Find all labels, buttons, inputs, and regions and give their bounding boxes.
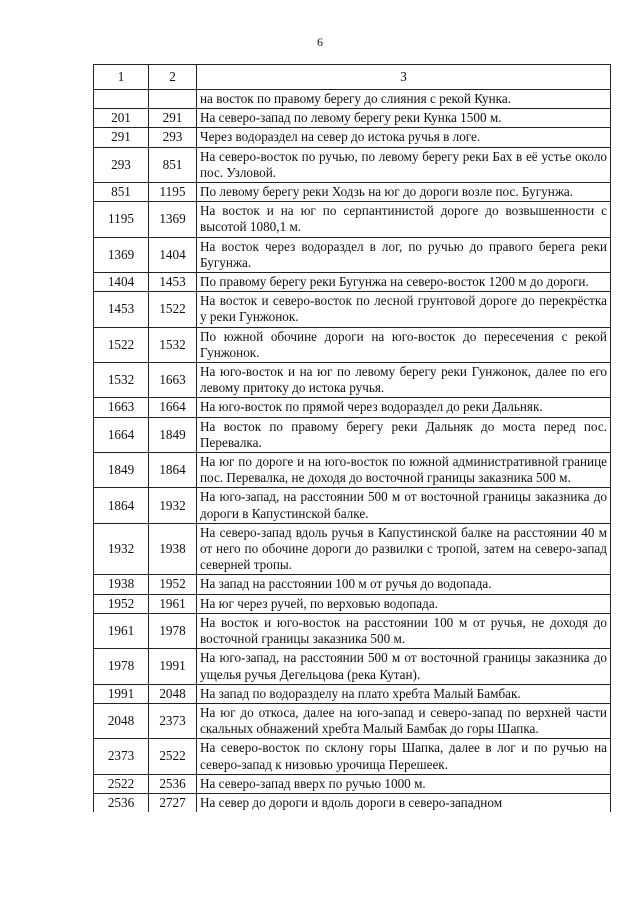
cell-to: 1849 (149, 417, 197, 452)
cell-description: По правому берегу реки Бугунжа на северо-восток 1200 м до дороги. (197, 273, 611, 292)
cell-description: Через водораздел на север до истока ручья в логе. (197, 128, 611, 147)
cell-description: На восток и северо-восток по лесной грунтовой дороге до перекрёстка у реки Гунжонок. (197, 292, 611, 327)
cell-to: 1961 (149, 594, 197, 613)
cell-from: 1961 (94, 613, 149, 648)
cell-to: 1938 (149, 523, 197, 575)
cell-from: 1932 (94, 523, 149, 575)
cell-from (94, 90, 149, 109)
header-to: 2 (149, 65, 197, 90)
cell-description: На юг по дороге и на юго-восток по южной административной границе пос. Перевалка, не доходя до восточной границы заказника 500 м. (197, 453, 611, 488)
cell-to: 1952 (149, 575, 197, 594)
table-header-row (94, 65, 611, 90)
cell-from: 291 (94, 128, 149, 147)
cell-to: 2522 (149, 739, 197, 774)
table-row (94, 292, 611, 327)
cell-to: 1978 (149, 613, 197, 648)
header-from: 1 (94, 65, 149, 90)
cell-to: 851 (149, 147, 197, 182)
table-row (94, 793, 611, 812)
cell-to: 293 (149, 128, 197, 147)
cell-to: 1932 (149, 488, 197, 523)
cell-description: На северо-запад вверх по ручью 1000 м. (197, 774, 611, 793)
cell-to: 2048 (149, 684, 197, 703)
table-row (94, 575, 611, 594)
cell-from: 2373 (94, 739, 149, 774)
cell-from: 1864 (94, 488, 149, 523)
cell-description: На юго-запад, на расстоянии 500 м от восточной границы заказника до дороги в Капустинской балке. (197, 488, 611, 523)
cell-from: 1849 (94, 453, 149, 488)
table-row (94, 202, 611, 237)
cell-to: 1991 (149, 649, 197, 684)
table-row (94, 523, 611, 575)
cell-from: 1453 (94, 292, 149, 327)
cell-description: На северо-восток по склону горы Шапка, далее в лог и по ручью на северо-запад к низовью урочища Перешеек. (197, 739, 611, 774)
table-row (94, 90, 611, 109)
cell-description: На юго-запад, на расстоянии 500 м от восточной границы заказника до ущелья ручья Дегельцова (река Кутан). (197, 649, 611, 684)
cell-to: 291 (149, 109, 197, 128)
cell-from: 1404 (94, 273, 149, 292)
table-row (94, 594, 611, 613)
cell-from: 293 (94, 147, 149, 182)
cell-description: На запад на расстоянии 100 м от ручья до водопада. (197, 575, 611, 594)
cell-description: На восток и юго-восток на расстоянии 100 м от ручья, не доходя до восточной границы заказника 500 м. (197, 613, 611, 648)
cell-description: На юго-восток по прямой через водораздел до реки Дальняк. (197, 398, 611, 417)
table-row (94, 613, 611, 648)
cell-description: На север до дороги и вдоль дороги в северо-западном (197, 793, 611, 812)
cell-from: 2536 (94, 793, 149, 812)
table-row (94, 183, 611, 202)
table-row (94, 417, 611, 452)
cell-from: 1978 (94, 649, 149, 684)
cell-to: 1195 (149, 183, 197, 202)
table-row (94, 237, 611, 272)
table-row (94, 649, 611, 684)
cell-description: На северо-запад по левому берегу реки Кунка 1500 м. (197, 109, 611, 128)
cell-description: на восток по правому берегу до слияния с рекой Кунка. (197, 90, 611, 109)
cell-from: 2522 (94, 774, 149, 793)
cell-description: По левому берегу реки Ходзь на юг до дороги возле пос. Бугунжа. (197, 183, 611, 202)
cell-description: На юг через ручей, по верховью водопада. (197, 594, 611, 613)
table-row (94, 703, 611, 738)
cell-from: 2048 (94, 703, 149, 738)
cell-description: По южной обочине дороги на юго-восток до пересечения с рекой Гунжонок. (197, 327, 611, 362)
boundary-table (93, 64, 611, 812)
page-number: 6 (317, 35, 323, 49)
cell-description: На восток через водораздел в лог, по ручью до правого берега реки Бугунжа. (197, 237, 611, 272)
table-row (94, 147, 611, 182)
cell-from: 1664 (94, 417, 149, 452)
table-row (94, 398, 611, 417)
cell-to: 1664 (149, 398, 197, 417)
table-row (94, 774, 611, 793)
cell-description: На восток и на юг по серпантинистой дороге до возвышенности с высотой 1080,1 м. (197, 202, 611, 237)
table-row (94, 684, 611, 703)
cell-description: На восток по правому берегу реки Дальняк до моста перед пос. Перевалка. (197, 417, 611, 452)
cell-from: 1522 (94, 327, 149, 362)
table-row (94, 739, 611, 774)
cell-to: 1404 (149, 237, 197, 272)
cell-from: 1991 (94, 684, 149, 703)
cell-from: 1938 (94, 575, 149, 594)
cell-description: На северо-восток по ручью, по левому берегу реки Бах в её устье около пос. Узловой. (197, 147, 611, 182)
cell-from: 1952 (94, 594, 149, 613)
cell-to: 2373 (149, 703, 197, 738)
cell-from: 1532 (94, 363, 149, 398)
cell-from: 201 (94, 109, 149, 128)
table-row (94, 109, 611, 128)
cell-to: 2536 (149, 774, 197, 793)
table-row (94, 128, 611, 147)
cell-from: 1369 (94, 237, 149, 272)
cell-description: На запад по водоразделу на плато хребта Малый Бамбак. (197, 684, 611, 703)
cell-to: 1453 (149, 273, 197, 292)
cell-description: На юг до откоса, далее на юго-запад и северо-запад по верхней части скальных обнажений хребта Малый Бамбак до горы Шапка. (197, 703, 611, 738)
cell-to (149, 90, 197, 109)
cell-to: 1532 (149, 327, 197, 362)
table-row (94, 453, 611, 488)
table-row (94, 363, 611, 398)
table-row (94, 488, 611, 523)
cell-to: 1864 (149, 453, 197, 488)
cell-from: 851 (94, 183, 149, 202)
cell-from: 1195 (94, 202, 149, 237)
table-row (94, 327, 611, 362)
cell-to: 1369 (149, 202, 197, 237)
cell-to: 1522 (149, 292, 197, 327)
cell-from: 1663 (94, 398, 149, 417)
cell-to: 1663 (149, 363, 197, 398)
table-row (94, 273, 611, 292)
header-description: 3 (197, 65, 611, 90)
cell-description: На юго-восток и на юг по левому берегу реки Гунжонок, далее по его левому притоку до истока ручья. (197, 363, 611, 398)
cell-description: На северо-запад вдоль ручья в Капустинской балке на расстоянии 40 м от него по обочине дороги до развилки с тропой, затем на северо-запад северней тропы. (197, 523, 611, 575)
cell-to: 2727 (149, 793, 197, 812)
